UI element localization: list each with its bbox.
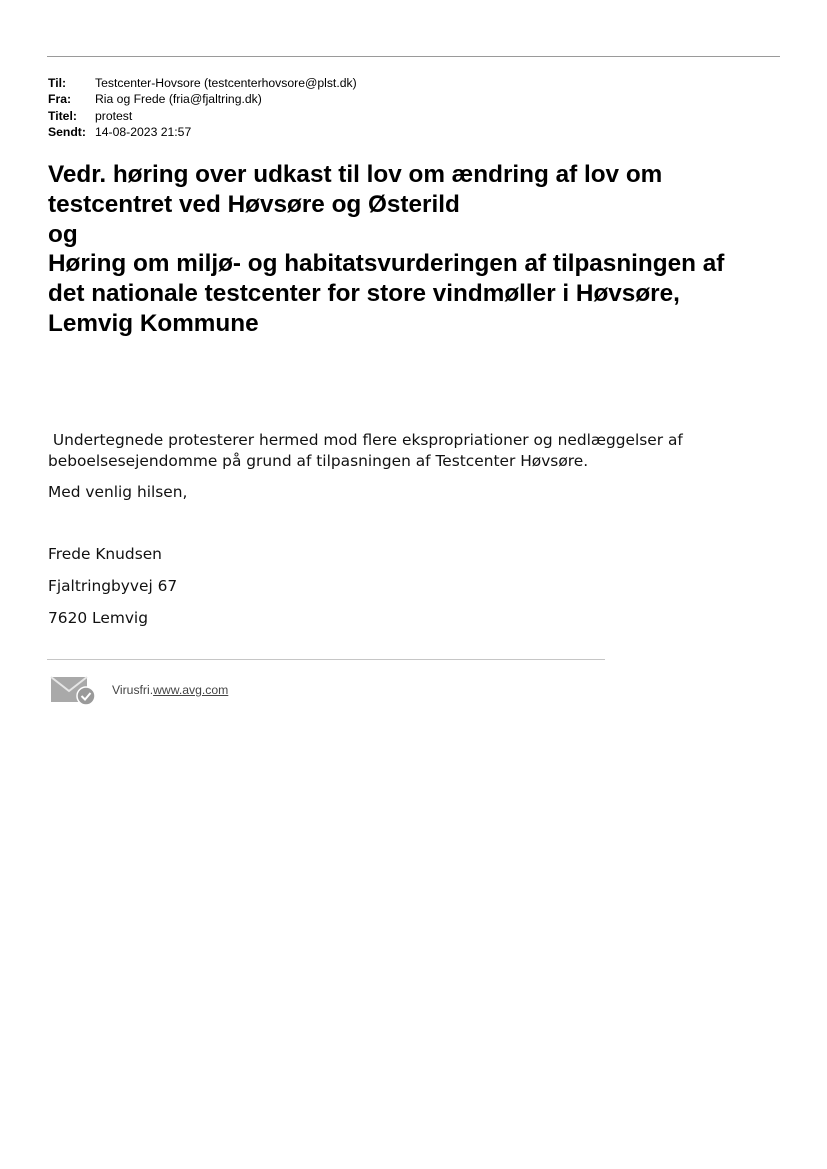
subject-line: Høring om miljø- og habitatsvurderingen af tilpasningen af — [48, 250, 725, 278]
header-from-value: Ria og Frede (fria@fjaltring.dk) — [95, 92, 262, 107]
header-title-value: protest — [95, 108, 133, 123]
header-to-value: Testcenter-Hovsore (testcenterhovsore@plst.dk) — [95, 76, 357, 90]
signature-city: 7620 Lemvig — [48, 609, 148, 627]
closing-greeting: Med venlig hilsen, — [48, 483, 188, 501]
header-title-label: Titel: — [48, 108, 77, 123]
avg-link[interactable]: www.avg.com — [153, 683, 229, 697]
subject-line: Lemvig Kommune — [48, 309, 259, 337]
top-divider — [47, 56, 780, 57]
mail-check-icon — [50, 674, 96, 706]
subject-line: Vedr. høring over udkast til lov om ændring af lov om — [48, 161, 663, 188]
subject-line: testcentret ved Høvsøre og Østerild — [48, 190, 460, 218]
header-title — [48, 108, 357, 124]
signature-street: Fjaltringbyvej 67 — [48, 577, 178, 595]
header-to — [48, 75, 357, 91]
subject-line: det nationale testcenter for store vindmøller i Høvsøre, — [48, 280, 680, 308]
header-from-label: Fra: — [48, 92, 72, 107]
header-sent-label: Sendt: — [48, 125, 86, 140]
signature-name: Frede Knudsen — [48, 545, 162, 563]
header-sent-value: 14-08-2023 21:57 — [95, 125, 192, 140]
body-line: beboelsesejendomme på grund af tilpasningen af Testcenter Høvsøre. — [48, 451, 589, 470]
virus-free-label: Virusfri. — [112, 683, 154, 697]
header-to-label: Til: — [48, 76, 67, 90]
email-body — [48, 430, 748, 471]
header-sent — [48, 124, 357, 140]
virus-free-notice — [112, 683, 228, 697]
email-headers — [48, 75, 357, 141]
header-from — [48, 91, 357, 107]
email-subject — [48, 160, 788, 339]
subject-line: og — [48, 220, 78, 248]
footer-divider — [47, 659, 605, 660]
body-line: Undertegnede protesterer hermed mod flere ekspropriationer og nedlæggelser af — [48, 431, 683, 449]
